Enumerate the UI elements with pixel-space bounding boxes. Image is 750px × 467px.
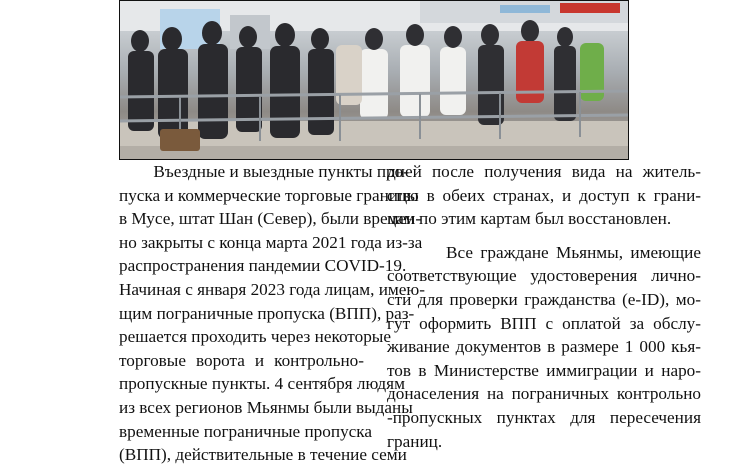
right-column bbox=[387, 160, 701, 453]
text-line: Начиная с января 2023 года лицам, имею- bbox=[119, 279, 425, 299]
text-line: пуска и коммерческие торговые границы bbox=[119, 185, 419, 205]
text-line: сти для проверки гражданства (e-ID), мо- bbox=[387, 289, 701, 309]
text-line: но закрыты с конца марта 2021 года из-за bbox=[119, 232, 423, 252]
text-line: цам по этим картам был восстановлен. bbox=[387, 209, 672, 229]
left-column bbox=[119, 160, 425, 467]
text-line: из всех регионов Мьянмы были выданы bbox=[119, 397, 413, 417]
paragraph bbox=[119, 160, 425, 467]
text-line: (ВПП), действительные в течение семи bbox=[119, 445, 407, 465]
text-line: пропускные пункты. 4 сентября людям bbox=[119, 374, 405, 394]
text-line: -пропускных пунктах для пересечения bbox=[387, 407, 701, 427]
text-line: живание документов в размере 1 000 кья- bbox=[387, 337, 701, 357]
text-line: распространения пандемии COVID-19. bbox=[119, 256, 407, 276]
text-line: тов в Министерстве иммиграции и наро- bbox=[387, 360, 701, 380]
text-line: Все граждане Мьянмы, имеющие bbox=[387, 242, 701, 262]
text-line: Въездные и выездные пункты про- bbox=[119, 162, 409, 181]
text-line: решается проходить через некоторые bbox=[119, 327, 391, 347]
paragraph bbox=[387, 160, 701, 231]
text-line: ство в обеих странах, и доступ к грани- bbox=[387, 185, 701, 205]
text-line: в Мусе, штат Шан (Север), были времен- bbox=[119, 209, 422, 229]
text-line: временные пограничные пропуска bbox=[119, 421, 373, 441]
paragraph bbox=[387, 241, 701, 453]
text-line: донаселения на пограничных контрольно bbox=[387, 384, 701, 404]
text-line: соответствующие удостоверения лично- bbox=[387, 266, 701, 286]
text-line: границ. bbox=[387, 431, 443, 451]
news-photo bbox=[119, 0, 629, 160]
text-line: гут оформить ВПП с оплатой за обслу- bbox=[387, 313, 701, 333]
crowd-at-border-checkpoint-photo-icon bbox=[120, 1, 629, 160]
text-line: дней после получения вида на житель- bbox=[387, 162, 701, 181]
text-line: торговые ворота и контрольно- bbox=[119, 350, 364, 370]
text-line: щим пограничные пропуска (ВПП), раз- bbox=[119, 303, 415, 323]
